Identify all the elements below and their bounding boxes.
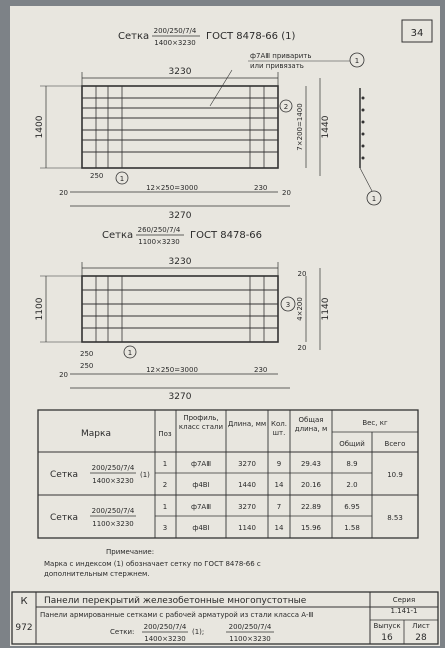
note-line1: Марка с индексом (1) обозначает сетку по ГОСТ 8478-66 с [44, 560, 261, 568]
mesh2-frac-top: 260/250/7/4 [137, 226, 181, 234]
g1-r2-pos: 2 [162, 481, 168, 489]
series-label: Серия [392, 596, 416, 604]
title-k: К [20, 596, 28, 607]
title-block [12, 592, 438, 644]
mesh1-dim-230: 230 [254, 184, 268, 192]
mesh2-standard: ГОСТ 8478-66 [190, 230, 263, 241]
g2-r1-total: 22.89 [300, 503, 322, 511]
th-profile: Профиль, класс стали [178, 414, 224, 431]
g2-r1-profile: ф7АⅢ [190, 503, 212, 511]
mesh1-pos1: 1 [119, 175, 125, 183]
drawing-canvas [10, 6, 440, 646]
th-weight-total: Общий [339, 440, 365, 448]
issue-value: 16 [381, 633, 393, 643]
g2-r1-weight: 6.95 [344, 503, 360, 511]
title-frac1-top: 200/250/7/4 [143, 623, 187, 631]
mesh2-dim-250a: 250 [80, 350, 94, 358]
mesh2-dim-vert: 4×200 [296, 297, 304, 321]
g2-mark-prefix: Сетка [50, 513, 79, 523]
th-weight: Вес, кг [362, 419, 388, 427]
drawing-sheet [10, 6, 440, 646]
title-frac1-bottom: 1400×3230 [144, 635, 186, 643]
series-value: 1.141-1 [390, 607, 418, 615]
title-side-number: 972 [15, 623, 33, 633]
th-pos: Поз [158, 430, 172, 438]
mesh1-dim-250: 250 [90, 172, 104, 180]
g1-mark-top: 200/250/7/4 [91, 464, 135, 472]
g2-r2-profile: ф4ВⅠ [192, 524, 210, 532]
g2-mark-bottom: 1100×3230 [92, 520, 134, 528]
mesh2-grid [82, 276, 278, 342]
g2-mark-top: 200/250/7/4 [91, 507, 135, 515]
mesh1-dim-total: 3270 [168, 211, 192, 221]
mesh2-frac-bottom: 1100×3230 [138, 238, 180, 246]
mesh1-dim-pitch: 12×250=3000 [146, 184, 198, 192]
mesh1-dim-height: 1400 [35, 115, 45, 139]
g1-r2-weight: 2.0 [346, 481, 358, 489]
g1-r2-length: 1440 [238, 481, 256, 489]
mesh2-dim-top: 20 [297, 270, 307, 278]
g2-r2-length: 1140 [238, 524, 256, 532]
g1-total: 10.9 [387, 471, 403, 479]
g1-r1-profile: ф7АⅢ [190, 460, 212, 468]
mesh2-pos3: 3 [285, 301, 291, 309]
mesh2-dim-total: 3270 [168, 392, 192, 402]
title-line3-prefix: Сетки: [110, 628, 135, 636]
g2-r2-weight: 1.58 [344, 524, 360, 532]
mesh1-pos2: 2 [283, 103, 289, 111]
mesh1-dim-vert: 7×200=1400 [296, 103, 304, 151]
mesh2-header [102, 226, 262, 246]
mesh1-dim-length: 3230 [168, 67, 192, 77]
title-line3-mid: (1); [192, 628, 205, 636]
mesh1-note-2: или привязать [250, 62, 304, 70]
mesh1-frac-bottom: 1400×3230 [154, 39, 196, 47]
th-weight-all: Всего [384, 440, 406, 448]
mesh2-dim-20: 20 [59, 371, 68, 379]
note-line2: дополнительным стержнем. [44, 570, 150, 578]
g2-r2-total: 15.96 [300, 524, 322, 532]
mesh2-dim-230: 230 [254, 366, 268, 374]
mesh2-dim-length: 3230 [168, 257, 192, 267]
title-line2: Панели армированные сетками с рабочей арматурой из стали класса А-Ⅲ [40, 611, 314, 619]
th-count: Кол. шт. [271, 420, 287, 437]
th-length: Длина, мм [227, 420, 267, 428]
sheet-value: 28 [415, 633, 427, 643]
g1-r2-profile: ф4ВⅠ [192, 481, 210, 489]
svg-text:1: 1 [354, 57, 360, 65]
g2-total: 8.53 [387, 514, 403, 522]
mesh2-dim-pitch: 12×250=3000 [146, 366, 198, 374]
g2-r1-count: 7 [276, 503, 282, 511]
title-frac2-bottom: 1100×3230 [229, 635, 271, 643]
th-total-length: Общая длина, м [294, 416, 328, 433]
mesh1-frac-top: 200/250/7/4 [153, 27, 197, 35]
mesh1-dim-20a: 20 [59, 189, 68, 197]
mesh1-note-1: ф7АⅢ приварить [250, 52, 312, 60]
sheet-label: Лист [412, 622, 430, 630]
g2-r1-pos: 1 [162, 503, 168, 511]
g2-r2-count: 14 [274, 524, 284, 532]
mesh1-grid [82, 86, 278, 168]
g1-r1-length: 3270 [238, 460, 256, 468]
g1-r2-count: 14 [274, 481, 284, 489]
mesh2-dim-inner: 1140 [321, 297, 331, 321]
mesh1-header [118, 27, 295, 47]
mesh1-dim-20b: 20 [282, 189, 291, 197]
g1-mark-bottom: 1400×3230 [92, 477, 134, 485]
g1-r1-count: 9 [276, 460, 282, 468]
sheet-number: 34 [410, 28, 424, 39]
g1-r1-total: 29.43 [300, 460, 322, 468]
g1-mark-suffix: (1) [140, 471, 150, 479]
g1-r2-total: 20.16 [300, 481, 322, 489]
title-frac2-top: 200/250/7/4 [228, 623, 272, 631]
g1-r1-weight: 8.9 [346, 460, 358, 468]
mesh1-standard: ГОСТ 8478-66 (1) [206, 31, 296, 42]
g2-r1-length: 3270 [238, 503, 256, 511]
mesh1-callout1: 1 [371, 195, 377, 203]
issue-label: Выпуск [373, 622, 401, 630]
mesh2-title-prefix: Сетка [102, 230, 134, 241]
mesh2-dim-height: 1100 [35, 297, 45, 321]
mesh2-pos1: 1 [127, 349, 133, 357]
mesh1-title-prefix: Сетка [118, 31, 150, 42]
note-heading: Примечание: [106, 548, 155, 556]
g2-r2-pos: 3 [162, 524, 168, 532]
th-mark: Марка [81, 429, 111, 439]
mesh2-dim-bot: 20 [297, 344, 307, 352]
mesh1-dim-inner: 1440 [321, 115, 331, 139]
mesh2-dim-250b: 250 [80, 362, 94, 370]
g1-r1-pos: 1 [162, 460, 168, 468]
spec-table [38, 410, 418, 538]
title-line1: Панели перекрытий железобетонные многопустотные [44, 596, 307, 606]
g1-mark-prefix: Сетка [50, 470, 79, 480]
